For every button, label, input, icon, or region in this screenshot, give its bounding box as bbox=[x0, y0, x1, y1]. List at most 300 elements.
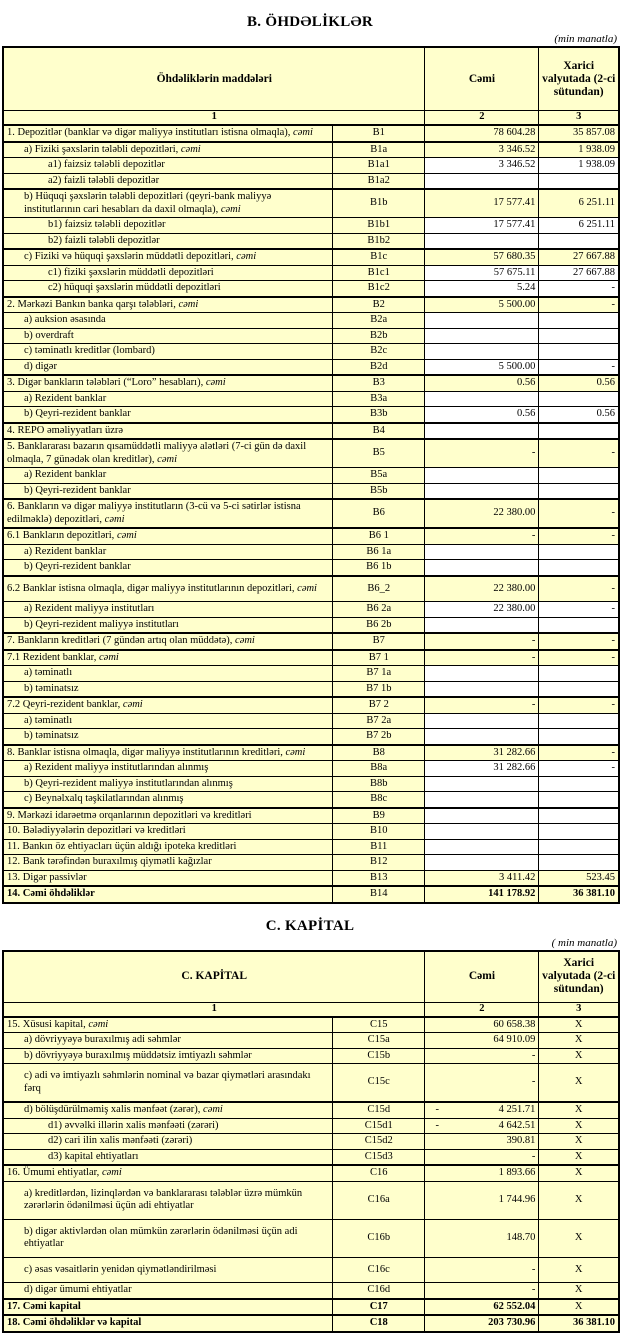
row-code: B3 bbox=[333, 375, 425, 391]
row-fx bbox=[539, 560, 619, 576]
table-row bbox=[3, 328, 619, 344]
row-total: 17 577.41 bbox=[425, 218, 539, 234]
row-fx: 1 938.09 bbox=[539, 142, 619, 158]
row-code: B5 bbox=[333, 439, 425, 468]
row-fx: - bbox=[539, 499, 619, 528]
table-row bbox=[3, 344, 619, 360]
column-number-3: 3 bbox=[539, 1002, 619, 1017]
negative-sign: - bbox=[435, 1119, 439, 1131]
row-code: C15c bbox=[333, 1064, 425, 1103]
row-total: - bbox=[425, 1064, 539, 1103]
row-fx: X bbox=[539, 1257, 619, 1283]
row-total: 5 500.00 bbox=[425, 297, 539, 313]
row-label: d1) əvvəlki illərin xalis mənfəəti (zərəri) bbox=[3, 1118, 333, 1134]
table-row bbox=[3, 313, 619, 329]
table-row bbox=[3, 142, 619, 158]
row-total: 78 604.28 bbox=[425, 125, 539, 142]
row-total: 57 675.11 bbox=[425, 265, 539, 281]
row-label: 1. Depozitlər (banklar və digər maliyyə institutları istisna olmaqla), cəmi bbox=[3, 125, 333, 142]
row-code: C15d2 bbox=[333, 1134, 425, 1150]
table-row bbox=[3, 528, 619, 544]
row-total bbox=[425, 681, 539, 697]
row-fx bbox=[539, 681, 619, 697]
row-code: B10 bbox=[333, 824, 425, 840]
table-row bbox=[3, 855, 619, 871]
table-row bbox=[3, 697, 619, 713]
table-row bbox=[3, 602, 619, 618]
table-row bbox=[3, 745, 619, 761]
row-code: B3a bbox=[333, 391, 425, 407]
row-total: 31 282.66 bbox=[425, 761, 539, 777]
row-fx bbox=[539, 729, 619, 745]
table-row bbox=[3, 1048, 619, 1064]
row-total: 31 282.66 bbox=[425, 745, 539, 761]
row-fx bbox=[539, 666, 619, 682]
row-label: 9. Mərkəzi idarəetmə orqanlarının depozitləri və kreditləri bbox=[3, 808, 333, 824]
row-fx: - bbox=[539, 761, 619, 777]
row-code: C16 bbox=[333, 1165, 425, 1181]
row-label: b) overdraft bbox=[3, 328, 333, 344]
row-fx: - bbox=[539, 281, 619, 297]
table-row bbox=[3, 1017, 619, 1033]
row-label: a) Rezident maliyyə institutları bbox=[3, 602, 333, 618]
row-total bbox=[425, 776, 539, 792]
row-fx bbox=[539, 855, 619, 871]
row-code: B1b2 bbox=[333, 233, 425, 249]
row-code: B1c2 bbox=[333, 281, 425, 297]
table-row bbox=[3, 666, 619, 682]
row-label: 13. Digər passivlər bbox=[3, 870, 333, 886]
row-total bbox=[425, 344, 539, 360]
row-fx: X bbox=[539, 1165, 619, 1181]
row-fx bbox=[539, 468, 619, 484]
row-fx bbox=[539, 617, 619, 633]
row-fx: 36 381.10 bbox=[539, 886, 619, 903]
row-total bbox=[425, 560, 539, 576]
row-total: 60 658.38 bbox=[425, 1017, 539, 1033]
row-code: C17 bbox=[333, 1299, 425, 1316]
row-label: d) bölüşdürülməmiş xalis mənfəət (zərər), cəmi bbox=[3, 1102, 333, 1118]
row-code: C18 bbox=[333, 1315, 425, 1332]
row-fx: X bbox=[539, 1048, 619, 1064]
table-row bbox=[3, 1299, 619, 1316]
column-number-3: 3 bbox=[539, 111, 619, 126]
table-row bbox=[3, 1064, 619, 1103]
row-fx bbox=[539, 824, 619, 840]
table-row bbox=[3, 1257, 619, 1283]
row-code: B6 1b bbox=[333, 560, 425, 576]
row-fx bbox=[539, 483, 619, 499]
row-total: - bbox=[425, 439, 539, 468]
row-total: - bbox=[425, 697, 539, 713]
row-fx: 36 381.10 bbox=[539, 1315, 619, 1332]
row-code: C15d3 bbox=[333, 1149, 425, 1165]
table-row bbox=[3, 375, 619, 391]
row-total: 0.56 bbox=[425, 407, 539, 423]
row-label: c) adi və imtiyazlı səhmlərin nominal və bazar qiymətləri arasındakı fərq bbox=[3, 1064, 333, 1103]
row-label: 6.1 Bankların depozitləri, cəmi bbox=[3, 528, 333, 544]
table-row bbox=[3, 681, 619, 697]
row-fx: - bbox=[539, 297, 619, 313]
table-row bbox=[3, 633, 619, 650]
row-code: B6 1a bbox=[333, 544, 425, 560]
row-total: - bbox=[425, 528, 539, 544]
row-label: b) Qeyri-rezident banklar bbox=[3, 483, 333, 499]
liabilities-header-row bbox=[3, 47, 619, 111]
row-total bbox=[425, 808, 539, 824]
row-label: d2) cari ilin xalis mənfəəti (zərəri) bbox=[3, 1134, 333, 1150]
row-label: 18. Cəmi öhdəliklər və kapital bbox=[3, 1315, 333, 1332]
row-label: c) təminatlı kreditlər (lombard) bbox=[3, 344, 333, 360]
row-fx: X bbox=[539, 1181, 619, 1219]
row-label: c) əsas vəsaitlərin yenidən qiymətləndirilməsi bbox=[3, 1257, 333, 1283]
row-total bbox=[425, 313, 539, 329]
row-label: c2) hüquqi şəxslərin müddətli depozitləri bbox=[3, 281, 333, 297]
table-row bbox=[3, 1315, 619, 1332]
row-code: B7 1 bbox=[333, 650, 425, 666]
row-code: B6 2b bbox=[333, 617, 425, 633]
row-label: b) dövriyyəyə buraxılmış müddətsiz imtiyazlı səhmlər bbox=[3, 1048, 333, 1064]
liabilities-column-numbers-row bbox=[3, 111, 619, 126]
table-row bbox=[3, 297, 619, 313]
row-total: 203 730.96 bbox=[425, 1315, 539, 1332]
column-header-fx: Xarici valyutada (2-ci sütundan) bbox=[539, 951, 619, 1003]
row-code: B8 bbox=[333, 745, 425, 761]
row-code: B1 bbox=[333, 125, 425, 142]
row-label: b) Qeyri-rezident banklar bbox=[3, 407, 333, 423]
column-number-2: 2 bbox=[425, 111, 539, 126]
table-row bbox=[3, 617, 619, 633]
row-label: a) Fiziki şəxslərin tələbli depozitləri, cəmi bbox=[3, 142, 333, 158]
row-fx: 6 251.11 bbox=[539, 189, 619, 218]
table-row bbox=[3, 808, 619, 824]
row-code: B5b bbox=[333, 483, 425, 499]
row-label: 8. Banklar istisna olmaqla, digər maliyyə institutlarının kreditləri, cəmi bbox=[3, 745, 333, 761]
row-total: 0.56 bbox=[425, 375, 539, 391]
row-total: 62 552.04 bbox=[425, 1299, 539, 1316]
row-fx: - bbox=[539, 650, 619, 666]
row-fx bbox=[539, 713, 619, 729]
row-label: 11. Bankın öz ehtiyacları üçün aldığı ipoteka kreditləri bbox=[3, 839, 333, 855]
row-fx bbox=[539, 423, 619, 440]
table-row bbox=[3, 1283, 619, 1299]
table-row bbox=[3, 776, 619, 792]
column-number-1: 1 bbox=[3, 111, 425, 126]
row-label: 7.2 Qeyri-rezident banklar, cəmi bbox=[3, 697, 333, 713]
row-label: c1) fiziki şəxslərin müddətli depozitləri bbox=[3, 265, 333, 281]
row-total: - bbox=[425, 1283, 539, 1299]
row-fx: - bbox=[539, 439, 619, 468]
row-code: B6 1 bbox=[333, 528, 425, 544]
row-total bbox=[425, 617, 539, 633]
column-number-2: 2 bbox=[425, 1002, 539, 1017]
row-total: - 4 642.51 bbox=[425, 1118, 539, 1134]
section-c-title: C. KAPİTAL bbox=[265, 917, 355, 934]
table-row bbox=[3, 1219, 619, 1257]
row-code: C15d bbox=[333, 1102, 425, 1118]
row-code: B7 1b bbox=[333, 681, 425, 697]
row-total: 3 346.52 bbox=[425, 142, 539, 158]
table-row bbox=[3, 439, 619, 468]
table-row bbox=[3, 824, 619, 840]
section-b-title: B. ÖHDƏLİKLƏR bbox=[246, 14, 374, 30]
row-fx: X bbox=[539, 1299, 619, 1316]
row-code: B1a2 bbox=[333, 173, 425, 189]
row-total bbox=[425, 729, 539, 745]
column-header-total: Cəmi bbox=[425, 47, 539, 111]
table-row bbox=[3, 158, 619, 174]
row-code: C16b bbox=[333, 1219, 425, 1257]
row-code: B6 2a bbox=[333, 602, 425, 618]
row-code: B8b bbox=[333, 776, 425, 792]
row-label: a1) faizsiz tələbli depozitlər bbox=[3, 158, 333, 174]
row-fx: - bbox=[539, 528, 619, 544]
row-fx: 1 938.09 bbox=[539, 158, 619, 174]
row-code: B9 bbox=[333, 808, 425, 824]
row-code: B2b bbox=[333, 328, 425, 344]
row-total bbox=[425, 233, 539, 249]
row-label: b) təminatsız bbox=[3, 729, 333, 745]
row-code: B1b bbox=[333, 189, 425, 218]
row-fx bbox=[539, 233, 619, 249]
row-label: 16. Ümumi ehtiyatlar, cəmi bbox=[3, 1165, 333, 1181]
row-fx bbox=[539, 839, 619, 855]
row-total: 390.81 bbox=[425, 1134, 539, 1150]
column-number-1: 1 bbox=[3, 1002, 425, 1017]
row-code: C16d bbox=[333, 1283, 425, 1299]
row-fx: X bbox=[539, 1017, 619, 1033]
row-label: 5. Banklararası bazarın qısamüddətli maliyyə alətləri (7-ci gün də daxil olmaqla, 7 günədək olan kreditlər), cəmi bbox=[3, 439, 333, 468]
row-total: - bbox=[425, 1149, 539, 1165]
row-fx bbox=[539, 344, 619, 360]
row-total bbox=[425, 391, 539, 407]
row-label: a) auksion əsasında bbox=[3, 313, 333, 329]
table-row bbox=[3, 761, 619, 777]
row-fx bbox=[539, 328, 619, 344]
row-code: B6_2 bbox=[333, 576, 425, 602]
table-row bbox=[3, 423, 619, 440]
row-label: b2) faizli tələbli depozitlər bbox=[3, 233, 333, 249]
row-total: 141 178.92 bbox=[425, 886, 539, 903]
row-total: - 4 251.71 bbox=[425, 1102, 539, 1118]
table-row bbox=[3, 265, 619, 281]
row-fx: - bbox=[539, 633, 619, 650]
row-code: B7 bbox=[333, 633, 425, 650]
row-label: 7.1 Rezident banklar, cəmi bbox=[3, 650, 333, 666]
row-total: - bbox=[425, 633, 539, 650]
row-label: a) Rezident banklar bbox=[3, 468, 333, 484]
row-fx: 0.56 bbox=[539, 375, 619, 391]
row-total: 5 500.00 bbox=[425, 359, 539, 375]
row-label: a) Rezident banklar bbox=[3, 391, 333, 407]
row-total: 64 910.09 bbox=[425, 1033, 539, 1049]
row-fx bbox=[539, 391, 619, 407]
table-row bbox=[3, 391, 619, 407]
row-total bbox=[425, 824, 539, 840]
row-label: b) Qeyri-rezident maliyyə institutları bbox=[3, 617, 333, 633]
row-label: b) Hüquqi şəxslərin tələbli depozitləri (qeyri-bank maliyyə institutlarının cari hesabları da daxil olmaqla), cəmi bbox=[3, 189, 333, 218]
row-code: C16a bbox=[333, 1181, 425, 1219]
table-row bbox=[3, 1134, 619, 1150]
row-total: 57 680.35 bbox=[425, 249, 539, 265]
row-code: B2 bbox=[333, 297, 425, 313]
row-label: a) Rezident maliyyə institutlarından alınmış bbox=[3, 761, 333, 777]
row-total: 3 346.52 bbox=[425, 158, 539, 174]
row-code: B8c bbox=[333, 792, 425, 808]
table-row bbox=[3, 189, 619, 218]
row-code: B7 1a bbox=[333, 666, 425, 682]
row-code: B1a bbox=[333, 142, 425, 158]
row-fx: X bbox=[539, 1219, 619, 1257]
row-total: 148.70 bbox=[425, 1219, 539, 1257]
table-row bbox=[3, 499, 619, 528]
row-code: B14 bbox=[333, 886, 425, 903]
row-fx: - bbox=[539, 359, 619, 375]
table-row bbox=[3, 173, 619, 189]
row-code: C15a bbox=[333, 1033, 425, 1049]
table-row bbox=[3, 839, 619, 855]
row-fx: - bbox=[539, 602, 619, 618]
row-code: B7 2a bbox=[333, 713, 425, 729]
table-row bbox=[3, 576, 619, 602]
row-fx bbox=[539, 808, 619, 824]
row-label: c) Fiziki və hüquqi şəxslərin müddətli depozitləri, cəmi bbox=[3, 249, 333, 265]
row-label: b) təminatsız bbox=[3, 681, 333, 697]
row-fx: X bbox=[539, 1134, 619, 1150]
row-label: 17. Cəmi kapital bbox=[3, 1299, 333, 1316]
row-code: B7 2b bbox=[333, 729, 425, 745]
row-label: b) Qeyri-rezident maliyyə institutlarından alınmış bbox=[3, 776, 333, 792]
row-fx bbox=[539, 313, 619, 329]
row-label: a) kreditlərdən, lizinqlərdən və banklararası tələblər üzrə mümkün zərərlərin ödənilməsi üçün adi ehtiyatlar bbox=[3, 1181, 333, 1219]
row-code: B2d bbox=[333, 359, 425, 375]
row-label: d) digər ümumi ehtiyatlar bbox=[3, 1283, 333, 1299]
row-label: 15. Xüsusi kapital, cəmi bbox=[3, 1017, 333, 1033]
row-fx: X bbox=[539, 1118, 619, 1134]
row-code: B3b bbox=[333, 407, 425, 423]
row-fx: 27 667.88 bbox=[539, 265, 619, 281]
table-row bbox=[3, 218, 619, 234]
row-total: 22 380.00 bbox=[425, 576, 539, 602]
row-fx: 27 667.88 bbox=[539, 249, 619, 265]
negative-sign: - bbox=[435, 1104, 439, 1115]
row-fx bbox=[539, 544, 619, 560]
row-total: 1 893.66 bbox=[425, 1165, 539, 1181]
row-total bbox=[425, 328, 539, 344]
table-row bbox=[3, 544, 619, 560]
table-row bbox=[3, 713, 619, 729]
column-header-total: Cəmi bbox=[425, 951, 539, 1003]
row-code: C15d1 bbox=[333, 1118, 425, 1134]
row-code: B1a1 bbox=[333, 158, 425, 174]
table-row bbox=[3, 1181, 619, 1219]
table-row bbox=[3, 560, 619, 576]
row-fx: - bbox=[539, 576, 619, 602]
row-label: 3. Digər bankların tələbləri (“Loro” hesabları), cəmi bbox=[3, 375, 333, 391]
row-fx: 6 251.11 bbox=[539, 218, 619, 234]
row-total bbox=[425, 483, 539, 499]
row-label: b) Qeyri-rezident banklar bbox=[3, 560, 333, 576]
row-code: B4 bbox=[333, 423, 425, 440]
row-fx bbox=[539, 776, 619, 792]
row-total: 5.24 bbox=[425, 281, 539, 297]
row-code: B2c bbox=[333, 344, 425, 360]
row-total: - bbox=[425, 1048, 539, 1064]
row-fx: X bbox=[539, 1064, 619, 1103]
table-row bbox=[3, 1033, 619, 1049]
row-code: B1c bbox=[333, 249, 425, 265]
row-fx bbox=[539, 173, 619, 189]
row-fx: X bbox=[539, 1149, 619, 1165]
row-label: a) dövriyyəyə buraxılmış adi səhmlər bbox=[3, 1033, 333, 1049]
table-row bbox=[3, 281, 619, 297]
row-code: B1c1 bbox=[333, 265, 425, 281]
row-code: B1b1 bbox=[333, 218, 425, 234]
table-row bbox=[3, 870, 619, 886]
section-c-unit-note: ( min manatla) bbox=[551, 936, 617, 949]
row-total bbox=[425, 544, 539, 560]
row-code: C16c bbox=[333, 1257, 425, 1283]
row-total bbox=[425, 855, 539, 871]
row-total bbox=[425, 468, 539, 484]
row-code: B2a bbox=[333, 313, 425, 329]
row-code: C15b bbox=[333, 1048, 425, 1064]
capital-header-row bbox=[3, 951, 619, 1003]
table-row bbox=[3, 468, 619, 484]
row-label: a) Rezident banklar bbox=[3, 544, 333, 560]
row-label: d3) kapital ehtiyatları bbox=[3, 1149, 333, 1165]
row-label: 12. Bank tərəfindən buraxılmış qiymətli kağızlar bbox=[3, 855, 333, 871]
row-total bbox=[425, 423, 539, 440]
row-label: 7. Bankların kreditləri (7 gündən artıq olan müddətə), cəmi bbox=[3, 633, 333, 650]
row-label: 2. Mərkəzi Bankın banka qarşı tələbləri, cəmi bbox=[3, 297, 333, 313]
row-label: 6. Bankların və digər maliyyə institutların (3-cü və 5-ci sətirlər istisna edilməklə) depozitləri, cəmi bbox=[3, 499, 333, 528]
table-row bbox=[3, 1102, 619, 1118]
row-total: 17 577.41 bbox=[425, 189, 539, 218]
row-fx bbox=[539, 792, 619, 808]
table-row bbox=[3, 1149, 619, 1165]
row-total: - bbox=[425, 650, 539, 666]
row-code: B13 bbox=[333, 870, 425, 886]
column-header-items: Öhdəliklərin maddələri bbox=[3, 47, 425, 111]
row-label: 6.2 Banklar istisna olmaqla, digər maliyyə institutlarının depozitləri, cəmi bbox=[3, 576, 333, 602]
row-label: a) təminatlı bbox=[3, 666, 333, 682]
row-label: b1) faizsiz tələbli depozitlər bbox=[3, 218, 333, 234]
table-row bbox=[3, 249, 619, 265]
row-label: 4. REPO əməliyyatları üzrə bbox=[3, 423, 333, 440]
row-label: 10. Bələdiyyələrin depozitləri və kreditləri bbox=[3, 824, 333, 840]
row-code: B5a bbox=[333, 468, 425, 484]
row-fx: X bbox=[539, 1283, 619, 1299]
row-code: B12 bbox=[333, 855, 425, 871]
row-total: 22 380.00 bbox=[425, 602, 539, 618]
table-row bbox=[3, 407, 619, 423]
row-fx: - bbox=[539, 745, 619, 761]
row-fx: X bbox=[539, 1102, 619, 1118]
table-row bbox=[3, 1165, 619, 1181]
row-total bbox=[425, 666, 539, 682]
row-fx: 0.56 bbox=[539, 407, 619, 423]
table-row bbox=[3, 886, 619, 903]
row-fx: 523.45 bbox=[539, 870, 619, 886]
row-total bbox=[425, 792, 539, 808]
row-label: a) təminatlı bbox=[3, 713, 333, 729]
row-code: B7 2 bbox=[333, 697, 425, 713]
row-code: B8a bbox=[333, 761, 425, 777]
row-label: c) Beynəlxalq təşkilatlarından alınmış bbox=[3, 792, 333, 808]
row-total bbox=[425, 839, 539, 855]
table-row bbox=[3, 233, 619, 249]
